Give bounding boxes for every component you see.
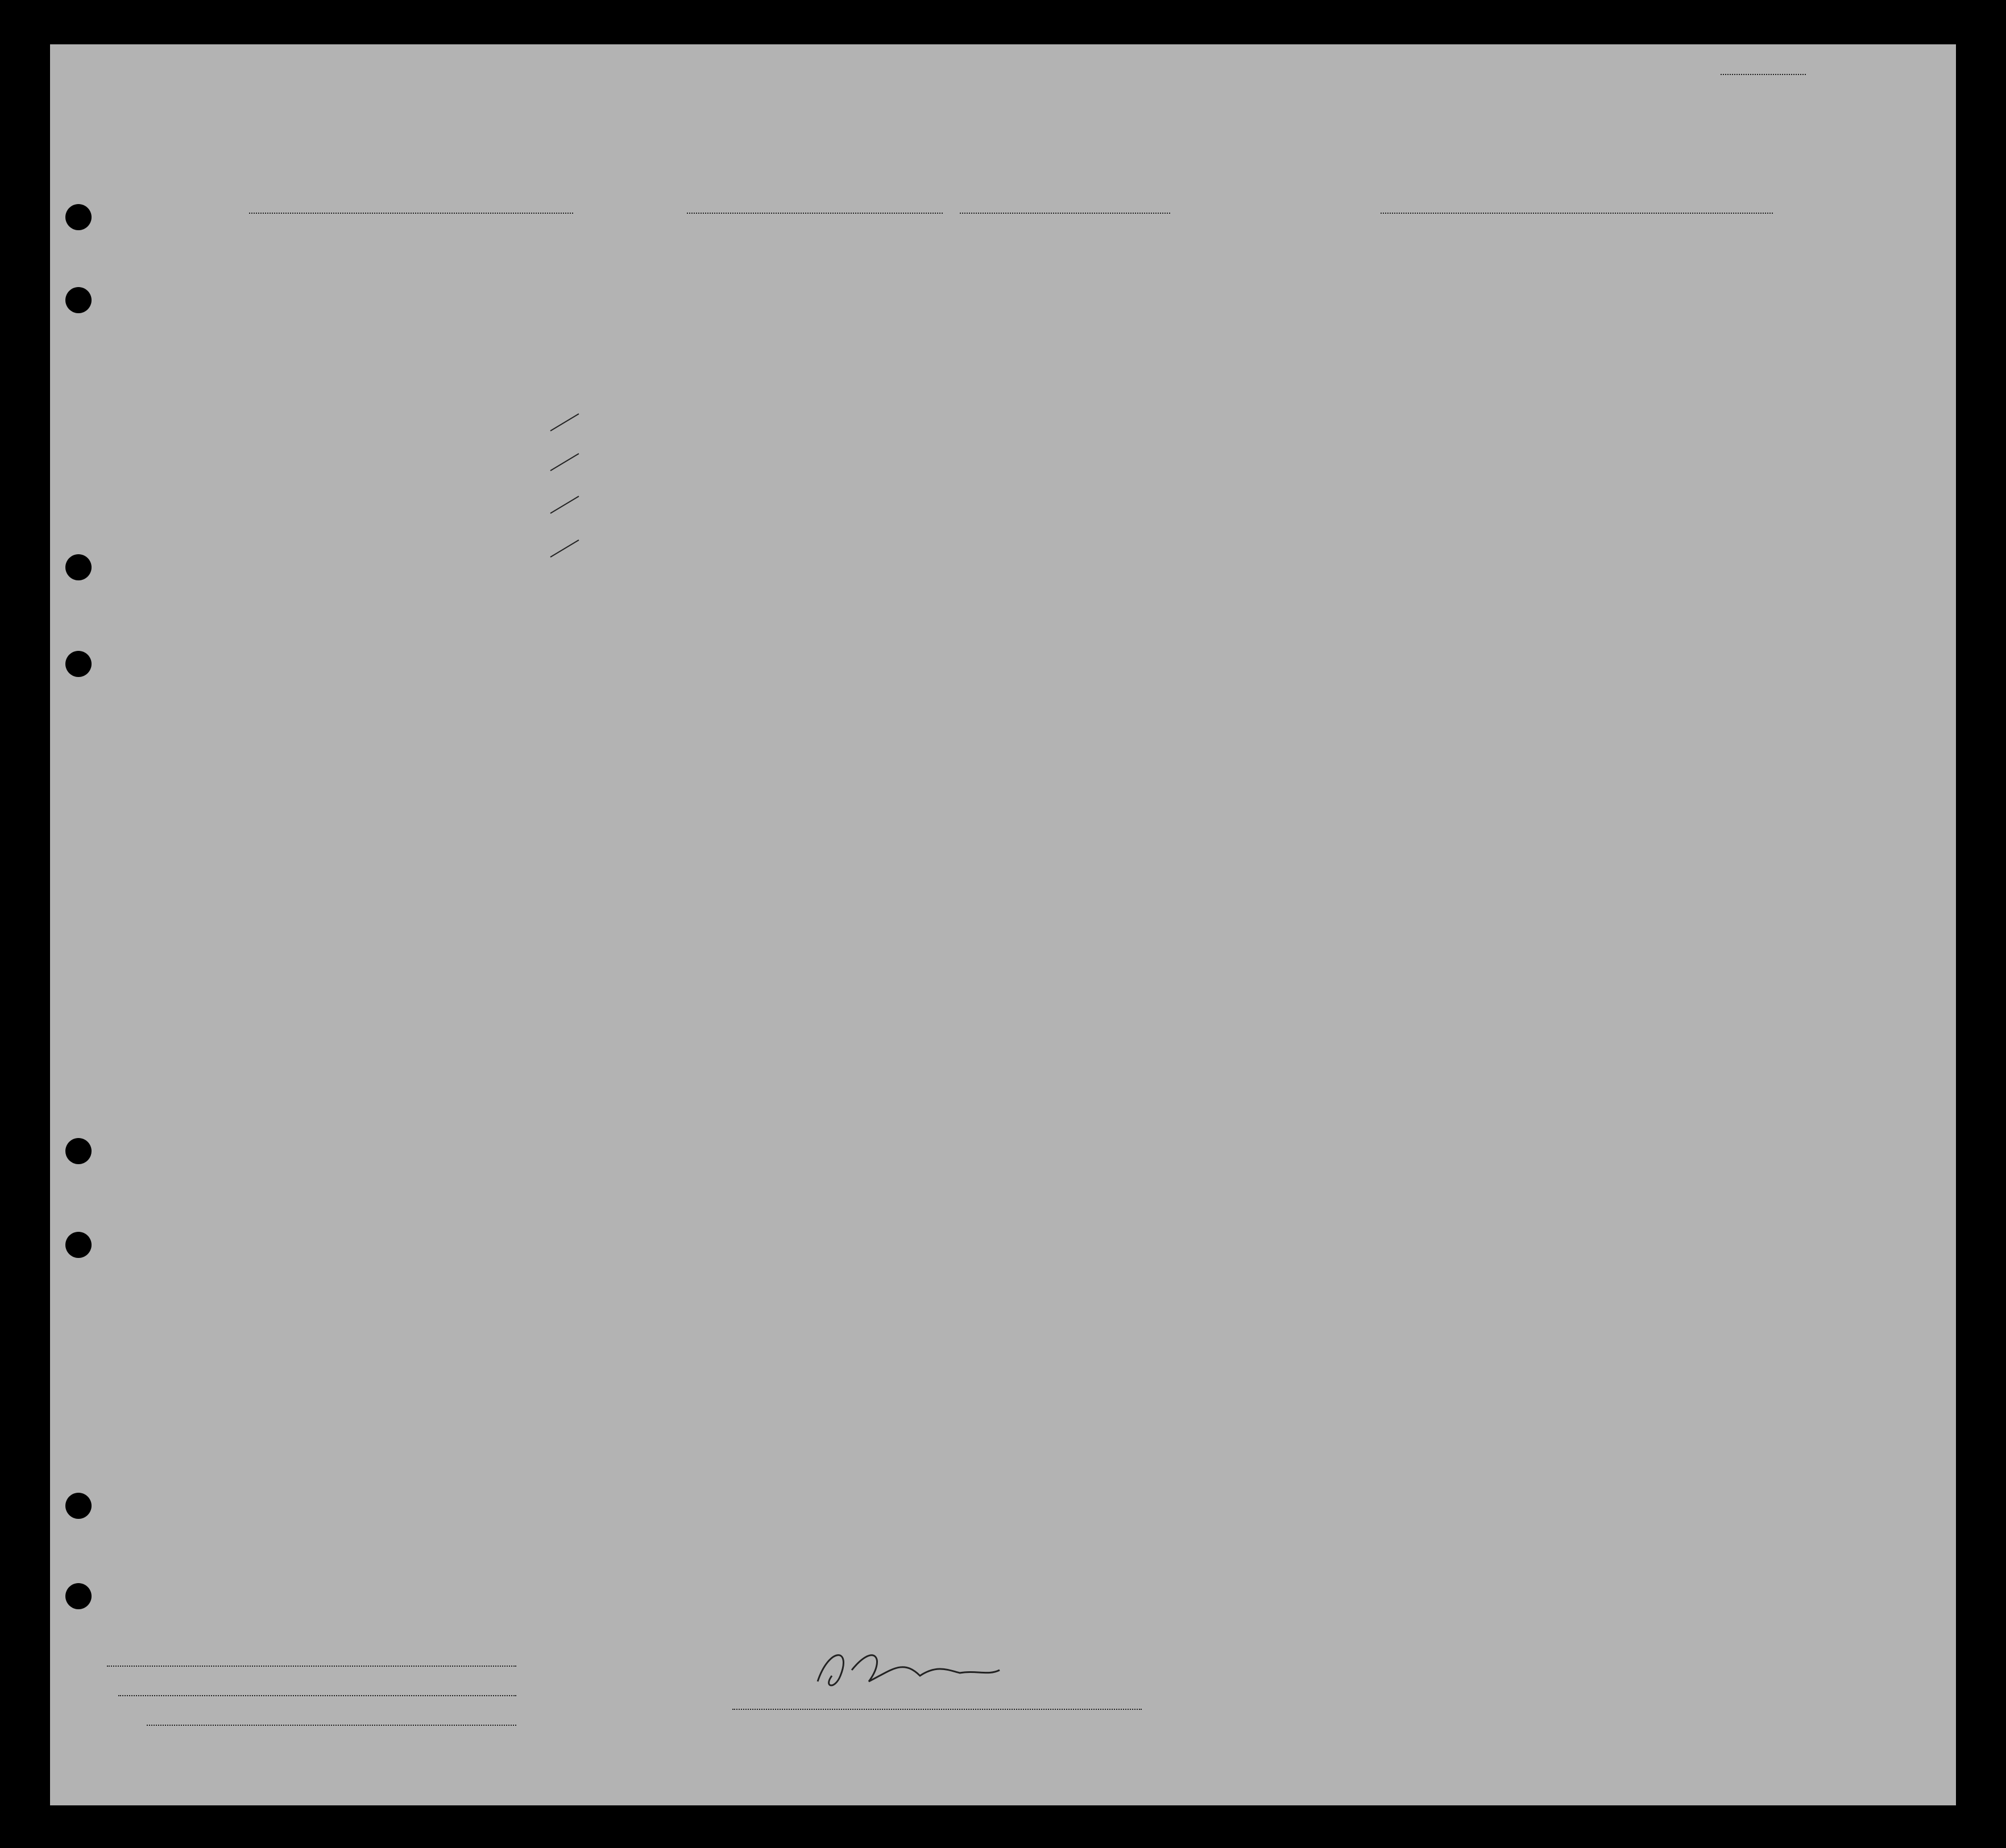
owners-blank [118, 1695, 516, 1696]
punch-hole [65, 1232, 92, 1258]
punch-hole [65, 651, 92, 677]
punch-hole [65, 204, 92, 230]
vessel-name-line [249, 213, 573, 214]
from-port-line [1381, 213, 1773, 214]
sheet-number-blank [1721, 74, 1806, 75]
inspector-signature [806, 1636, 1011, 1704]
inspector-line [732, 1709, 1142, 1710]
manifest-sheet [50, 44, 1956, 1805]
punch-hole [65, 287, 92, 313]
port-line [687, 213, 943, 214]
sheet-number-field [1716, 64, 1806, 79]
punch-hole [65, 1138, 92, 1164]
check-marks [545, 408, 607, 573]
crew-table [67, 226, 1909, 1635]
date-line [960, 213, 1170, 214]
line-blank [107, 1666, 516, 1667]
punch-hole [65, 1493, 92, 1519]
punch-hole [65, 554, 92, 580]
agents-blank [147, 1725, 516, 1726]
punch-hole [65, 1583, 92, 1609]
